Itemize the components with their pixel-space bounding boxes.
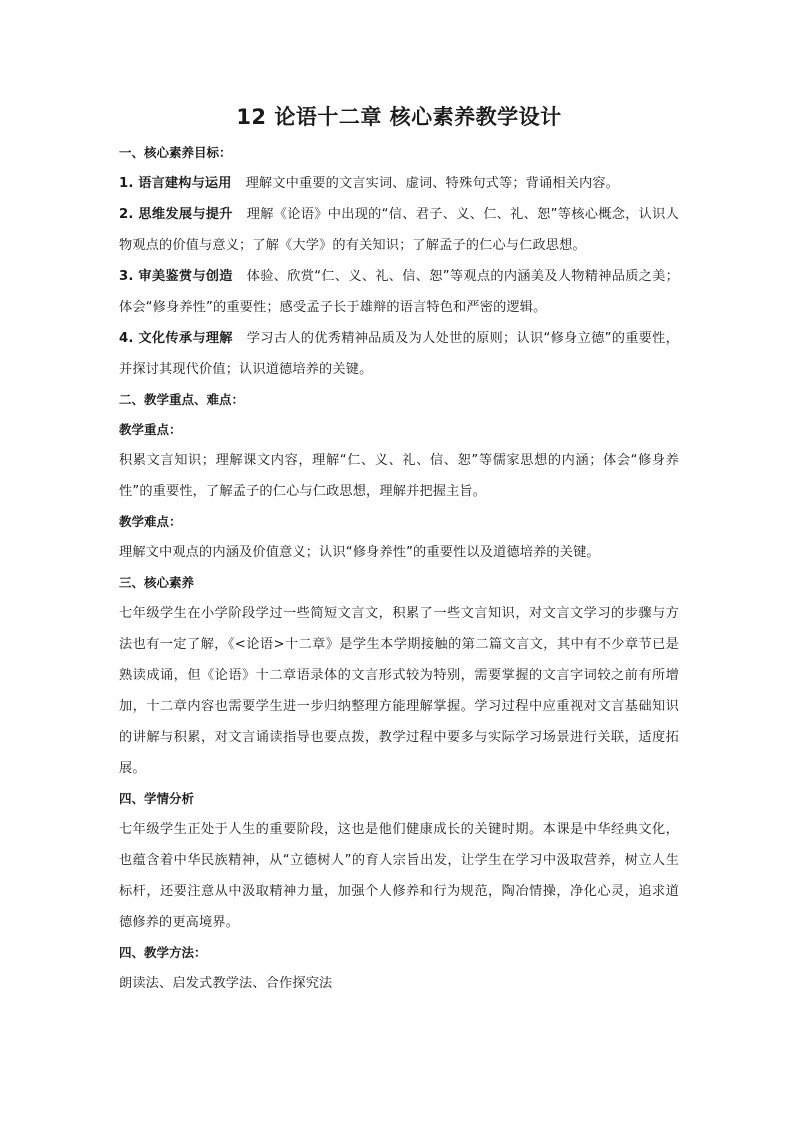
section-heading: 二、教学重点、难点： [119, 392, 245, 407]
section-student-analysis [119, 784, 679, 938]
goal-item-3 [119, 261, 679, 323]
goal-item-text: 理解《论语》中出现的“信、君子、义、仁、礼、恕”等核心概念，认识人物观点的价值与意义；了解《大学》的有关知识；了解孟子的仁心与仁政思想。 [119, 207, 679, 253]
goal-item-text: 理解文中重要的文言实词、虚词、特殊句式等；背诵相关内容。 [245, 176, 620, 191]
goal-item-lead: 4. 文化传承与理解 [119, 331, 233, 346]
section-teaching-methods [119, 938, 679, 999]
goal-item-lead: 1. 语言建构与运用 [119, 176, 232, 191]
goal-item-4 [119, 323, 679, 385]
goal-item-lead: 3. 审美鉴赏与创造 [119, 269, 233, 284]
difficulty-text: 理解文中观点的内涵及价值意义；认识“修身养性”的重要性以及道德培养的关键。 [119, 545, 600, 560]
core-literacy-text: 七年级学生在小学阶段学过一些简短文言文，积累了一些文言知识，对文言文学习的步骤与方法也有一定了解，《<论语>十二章》是学生本学期接触的第二篇文言文，其中有不少章节已是熟读成诵，但《论语》十二章语录体的文言形式较为特别，需要掌握的文言字词较之前有所增加，十二章内容也需要学生进一步归纳整理方能理解掌握。学习过程中应重视对文言基础知识的讲解与积累，对文言诵读指导也要点拨，教学过程中要多与实际学习场景进行关联，适度拓展。 [119, 606, 679, 776]
key-points-label: 教学重点： [119, 422, 182, 437]
goal-item-1 [119, 168, 679, 199]
section-heading: 一、核心素养目标： [119, 145, 232, 160]
document-body [119, 100, 679, 999]
section-heading: 四、教学方法： [119, 945, 207, 960]
student-analysis-text: 七年级学生正处于人生的重要阶段，这也是他们健康成长的关键时期。本课是中华经典文化，也蕴含着中华民族精神，从“立德树人”的育人宗旨出发，让学生在学习中汲取营养，树立人生标杆，还要注意从中汲取精神力量，加强个人修养和行为规范，陶冶情操，净化心灵，追求道德修养的更高境界。 [119, 822, 679, 930]
section-key-points [119, 385, 679, 568]
section-heading: 三、核心素养 [119, 575, 195, 590]
section-core-literacy [119, 568, 679, 784]
goal-item-2 [119, 199, 679, 261]
difficulty-label: 教学难点： [119, 514, 182, 529]
goal-item-text: 学习古人的优秀精神品质及为人处世的原则；认识“修身立德”的重要性，并探讨其现代价值；认识道德培养的关键。 [119, 331, 679, 377]
document-title: 12 论语十二章 核心素养教学设计 [236, 105, 562, 129]
key-points-text: 积累文言知识；理解课文内容，理解“仁、义、礼、信、恕”等儒家思想的内涵；体会“修身养性”的重要性，了解孟子的仁心与仁政思想，理解并把握主旨。 [119, 453, 679, 499]
goal-item-text: 体验、欣赏“仁、义、礼、信、恕”等观点的内涵美及人物精神品质之美；体会“修身养性”的重要性；感受孟子长于雄辩的语言特色和严密的逻辑。 [119, 269, 679, 315]
goal-item-lead: 2. 思维发展与提升 [119, 207, 233, 222]
section-core-goals [119, 138, 679, 385]
teaching-methods-text: 朗读法、启发式教学法、合作探究法 [119, 976, 333, 991]
section-heading: 四、学情分析 [119, 791, 195, 806]
